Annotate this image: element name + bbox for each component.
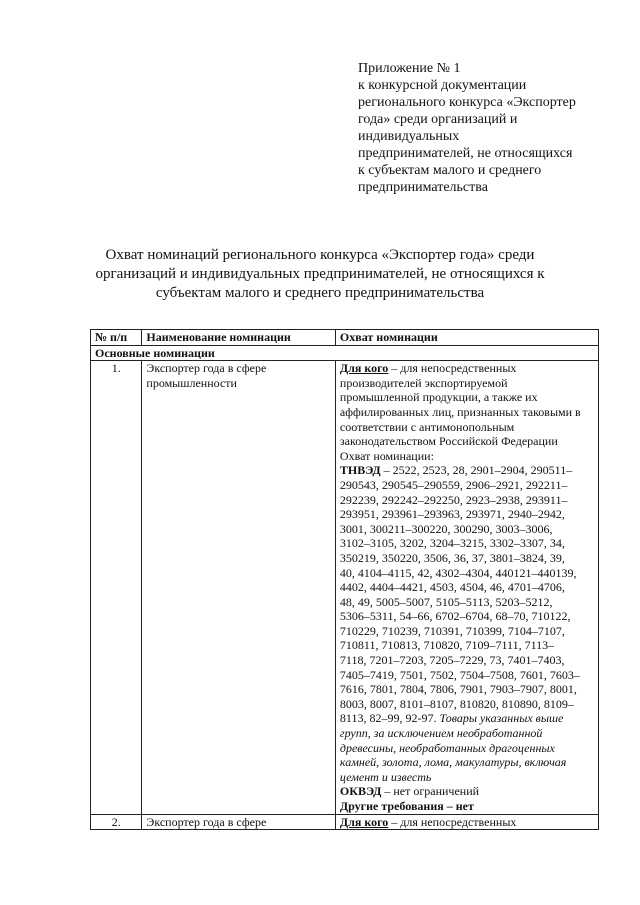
header-name: Наименование номинации	[142, 330, 336, 346]
appendix-line: года» среди организаций и	[358, 112, 518, 127]
nomination-name-line: Экспортер года в сфере	[146, 361, 267, 376]
table-header-row	[91, 330, 599, 346]
coverage-title: Охват номинации:	[339, 448, 434, 463]
tnved-line: 4402, 4404–4421, 4503, 4504, 46, 4701–4706,	[339, 580, 565, 595]
nomination-coverage	[335, 814, 598, 830]
document-title	[90, 246, 550, 303]
tnved-line: 7405–7419, 7501, 7502, 7504–7508, 7601, 7603–	[339, 667, 580, 682]
tnved-italic-line: групп, за исключением необработанной	[339, 726, 543, 741]
header-coverage: Охват номинации	[335, 330, 598, 346]
appendix-line: к конкурсной документации	[358, 78, 527, 93]
tnved-line: 8003, 8007, 8101–8107, 810820, 810890, 8109–	[339, 696, 574, 711]
appendix-block	[358, 60, 618, 196]
header-number: № п/п	[91, 330, 142, 346]
appendix-line: к субъектам малого и среднего	[358, 163, 542, 178]
appendix-line: предпринимательства	[358, 180, 488, 195]
row-number: 2.	[91, 814, 142, 830]
tnved-line: 5306–5311, 54–66, 6702–6704, 68–70, 710122,	[339, 609, 571, 624]
other-label: Другие требования	[339, 799, 444, 813]
section-row	[91, 345, 599, 361]
tnved-line: 293951, 293961–293963, 293971, 2940–2942,	[339, 507, 565, 522]
tnved-italic-line: камней, золота, лома, макулатуры, включая	[339, 755, 567, 770]
appendix-line: регионального конкурса «Экспортер	[358, 95, 576, 110]
nomination-coverage	[335, 361, 598, 814]
okved-text: – нет ограничений	[381, 784, 480, 799]
tnved-label: ТНВЭД	[339, 463, 381, 478]
who-label: Для кого	[339, 361, 389, 376]
tnved-line: 7616, 7801, 7804, 7806, 7901, 7903–7907, 8001,	[339, 682, 577, 697]
tnved-line: – 2522, 2523, 28, 2901–2904, 290511–	[380, 463, 573, 478]
nomination-name	[142, 361, 336, 814]
who-line: промышленной продукции, а также их	[339, 390, 538, 405]
row-number: 1.	[91, 361, 142, 814]
tnved-line: 710811, 710813, 710820, 7109–7111, 7113–	[339, 638, 555, 653]
title-line: субъектам малого и среднего предпринимательства	[155, 285, 485, 301]
appendix-line: Приложение № 1	[358, 61, 461, 76]
okved-label: ОКВЭД	[339, 784, 382, 799]
tnved-italic-line: древесины, необработанных драгоценных	[339, 740, 555, 755]
who-line: аффилированных лиц, признанных таковыми в	[339, 404, 581, 419]
tnved-line: 292239, 292242–292250, 2923–2938, 293911–	[339, 492, 568, 507]
nominations-table	[90, 329, 599, 830]
who-line: законодательством Российской Федерации	[339, 434, 558, 449]
title-line: организаций и индивидуальных предпринимателей, не относящихся к	[95, 266, 545, 282]
tnved-line: 350219, 350220, 3506, 36, 37, 3801–3824, 39,	[339, 550, 565, 565]
table-row	[91, 814, 599, 830]
who-text: – для непосредственных	[388, 814, 517, 829]
tnved-line: 290543, 290545–290559, 2906–2921, 292211–	[339, 477, 568, 492]
who-text: – для непосредственных	[388, 361, 517, 376]
appendix-line: предпринимателей, не относящихся	[358, 146, 573, 161]
tnved-line: 710229, 710239, 710391, 710399, 7104–7107,	[339, 623, 565, 638]
who-line: соответствии с антимонопольным	[339, 419, 515, 434]
nomination-name-line: промышленности	[146, 375, 237, 390]
tnved-line: 7118, 7201–7203, 7205–7229, 73, 7401–7403,	[339, 653, 565, 668]
who-line: производителей экспортируемой	[339, 375, 508, 390]
section-title: Основные номинации	[91, 345, 599, 361]
tnved-line: 3102–3105, 3202, 3204–3215, 3302–3307, 34,	[339, 536, 565, 551]
tnved-line: 40, 4104–4115, 42, 4302–4304, 440121–440139,	[339, 565, 577, 580]
nomination-name	[142, 814, 336, 830]
other-text: – нет	[443, 799, 474, 813]
table-row	[91, 361, 599, 814]
who-label: Для кого	[339, 814, 389, 829]
nomination-name-line: Экспортер года в сфере	[146, 814, 267, 829]
title-line: Охват номинаций регионального конкурса «Экспортер года» среди	[105, 247, 535, 263]
tnved-line: 8113, 82–99, 92-97.	[339, 711, 440, 726]
tnved-line: 3001, 300211–300220, 300290, 3003–3006,	[339, 521, 553, 536]
tnved-line: 48, 49, 5005–5007, 5105–5113, 5203–5212,	[339, 594, 553, 609]
tnved-italic-line: Товары указанных выше	[439, 711, 564, 726]
tnved-italic-line: цемент и известь	[339, 769, 432, 784]
appendix-line: индивидуальных	[358, 129, 460, 144]
